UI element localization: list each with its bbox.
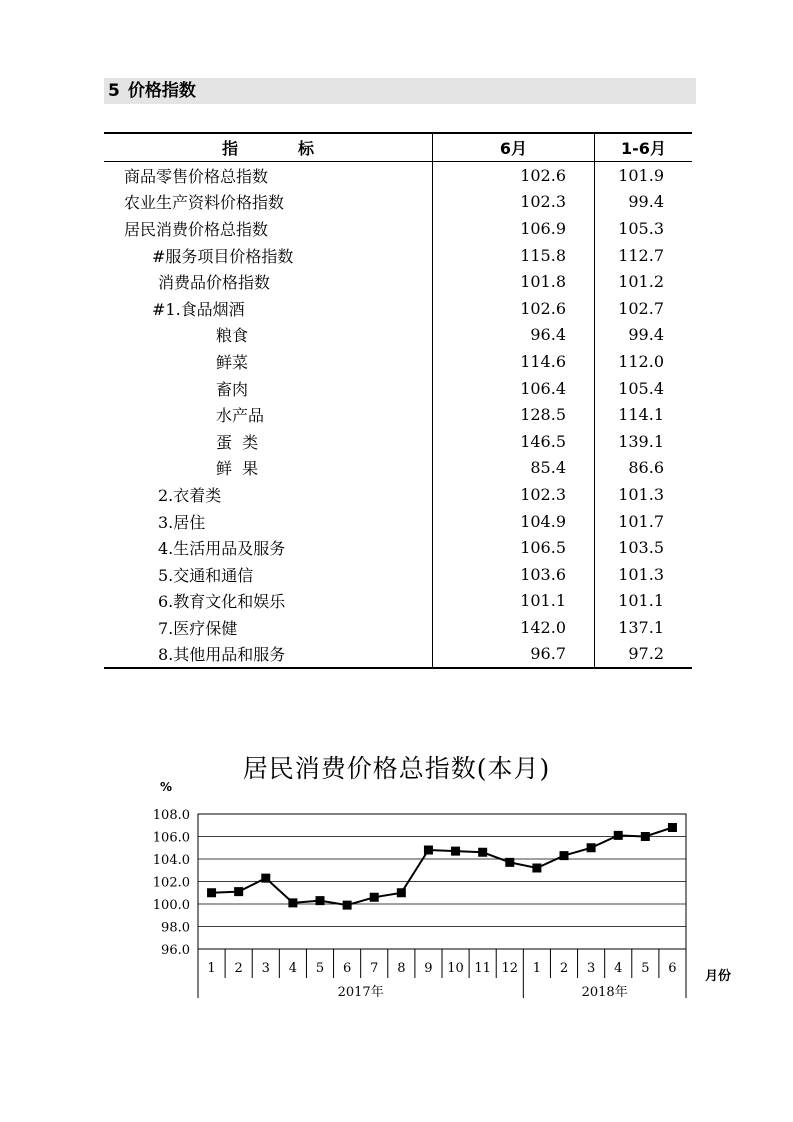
row-label: 3.居住	[158, 512, 206, 532]
row-june-value: 85.4	[433, 455, 595, 482]
row-june-value: 106.4	[433, 375, 595, 402]
x-tick-label: 6	[668, 961, 677, 976]
row-label: 水产品	[216, 406, 265, 426]
row-jan-june-value: 101.3	[595, 561, 693, 588]
row-label: 5.交通和通信	[158, 565, 254, 585]
data-point	[397, 888, 406, 897]
row-jan-june-value: 86.6	[595, 455, 693, 482]
y-axis-unit-label: %	[160, 780, 173, 794]
x-tick-label: 3	[261, 961, 270, 976]
row-label: 商品零售价格总指数	[124, 166, 269, 186]
x-group-label: 2018年	[581, 985, 628, 1000]
row-jan-june-value: 105.4	[595, 375, 693, 402]
data-point	[587, 843, 596, 852]
row-jan-june-value: 101.3	[595, 481, 693, 508]
y-tick-label: 96.0	[161, 943, 190, 958]
x-tick-label: 2	[234, 961, 243, 976]
series-line	[212, 828, 673, 906]
row-june-value: 128.5	[433, 401, 595, 428]
row-jan-june-value: 99.4	[595, 189, 693, 216]
x-group-label: 2017年	[337, 985, 384, 1000]
row-june-value: 114.6	[433, 348, 595, 375]
y-tick-label: 108.0	[152, 808, 190, 823]
x-tick-label: 1	[207, 961, 216, 976]
row-june-value: 106.5	[433, 534, 595, 561]
row-label: 蛋 类	[216, 432, 259, 452]
y-tick-label: 104.0	[152, 853, 190, 868]
data-point	[288, 898, 297, 907]
data-point	[532, 864, 541, 873]
data-point	[261, 874, 270, 883]
x-tick-label: 11	[474, 961, 491, 976]
data-point	[641, 832, 650, 841]
header-indicator: 指标	[104, 133, 433, 162]
row-label: 粮食	[216, 326, 249, 346]
row-jan-june-value: 99.4	[595, 322, 693, 349]
header-jan-june: 1-6月	[595, 133, 693, 162]
row-label: 4.生活用品及服务	[158, 539, 286, 559]
row-jan-june-value: 114.1	[595, 401, 693, 428]
x-tick-label: 3	[586, 961, 596, 976]
data-point	[668, 823, 677, 832]
x-tick-label: 2	[559, 961, 569, 976]
row-june-value: 146.5	[433, 428, 595, 455]
x-tick-label: 4	[614, 961, 623, 976]
data-point	[370, 893, 379, 902]
row-label: #服务项目价格指数	[152, 246, 294, 266]
data-point	[424, 846, 433, 855]
y-tick-label: 100.0	[152, 898, 190, 913]
row-label: 7.医疗保健	[158, 618, 238, 638]
data-point	[343, 901, 352, 910]
row-june-value: 115.8	[433, 242, 595, 269]
chart-title: 居民消费价格总指数(本月)	[242, 754, 551, 783]
row-jan-june-value: 105.3	[595, 215, 693, 242]
row-june-value: 142.0	[433, 614, 595, 641]
y-tick-label: 98.0	[161, 920, 190, 936]
row-june-value: 102.6	[433, 295, 595, 322]
row-june-value: 101.1	[433, 588, 595, 615]
data-point	[505, 858, 514, 867]
row-jan-june-value: 102.7	[595, 295, 693, 322]
row-june-value: 103.6	[433, 561, 595, 588]
x-tick-label: 10	[447, 961, 464, 976]
row-june-value: 104.9	[433, 508, 595, 535]
x-tick-label: 7	[370, 961, 379, 976]
row-jan-june-value: 112.0	[595, 348, 693, 375]
row-label: 2.衣着类	[158, 485, 222, 505]
x-tick-label: 1	[532, 961, 542, 976]
row-label: 鲜 果	[216, 459, 259, 479]
section-number: 5	[108, 81, 120, 101]
row-jan-june-value: 101.1	[595, 588, 693, 615]
section-title: 价格指数	[127, 81, 196, 101]
row-jan-june-value: 101.7	[595, 508, 693, 535]
row-jan-june-value: 112.7	[595, 242, 693, 269]
row-label: #1.食品烟酒	[152, 299, 245, 319]
data-point	[451, 847, 460, 856]
row-june-value: 102.3	[433, 189, 595, 216]
data-point	[560, 851, 569, 860]
row-jan-june-value: 137.1	[595, 614, 693, 641]
row-jan-june-value: 139.1	[595, 428, 693, 455]
x-tick-label: 9	[424, 961, 433, 976]
row-jan-june-value: 97.2	[595, 641, 693, 669]
x-axis-label: 月份	[704, 969, 732, 984]
x-tick-label: 4	[288, 961, 298, 976]
row-label: 8.其他用品和服务	[104, 641, 433, 669]
data-point	[234, 887, 243, 896]
row-june-value: 102.6	[433, 162, 595, 189]
row-label: 消费品价格指数	[158, 273, 271, 293]
header-june: 6月	[433, 133, 595, 162]
data-point	[478, 848, 487, 857]
row-june-value: 101.8	[433, 268, 595, 295]
y-tick-label: 102.0	[152, 875, 190, 891]
row-label: 农业生产资料价格指数	[124, 193, 285, 213]
row-june-value: 102.3	[433, 481, 595, 508]
row-jan-june-value: 103.5	[595, 534, 693, 561]
row-label: 畜肉	[216, 379, 249, 399]
row-label: 鲜菜	[216, 352, 249, 372]
x-tick-label: 6	[342, 961, 352, 976]
x-tick-label: 12	[501, 961, 519, 976]
row-june-value: 96.4	[433, 322, 595, 349]
row-june-value: 96.7	[433, 641, 595, 669]
row-label: 居民消费价格总指数	[124, 219, 269, 239]
x-tick-label: 8	[397, 961, 406, 976]
row-label: 6.教育文化和娱乐	[158, 592, 286, 612]
data-point	[316, 896, 325, 905]
row-jan-june-value: 101.9	[595, 162, 693, 189]
row-jan-june-value: 101.2	[595, 268, 693, 295]
x-tick-label: 5	[315, 961, 325, 976]
x-tick-label: 5	[641, 961, 650, 976]
row-june-value: 106.9	[433, 215, 595, 242]
y-tick-label: 106.0	[152, 830, 190, 846]
data-point	[207, 888, 216, 897]
data-point	[614, 831, 623, 840]
